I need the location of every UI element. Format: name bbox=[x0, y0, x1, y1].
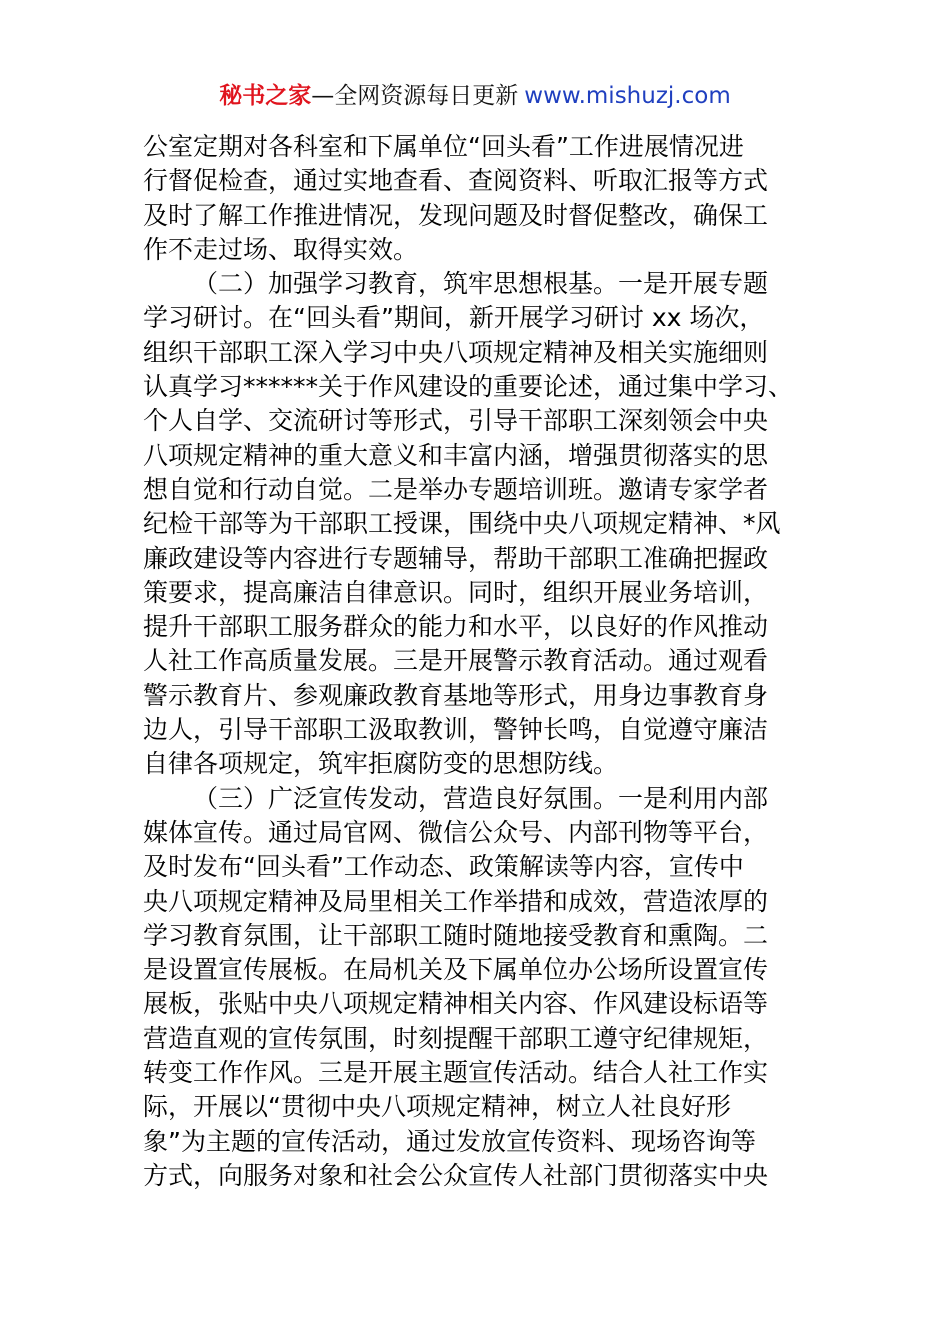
text-line: 及时了解工作推进情况，发现问题及时督促整改，确保工 bbox=[143, 200, 769, 230]
text-line: 学习教育氛围，让干部职工随时随地接受教育和熏陶。二 bbox=[143, 920, 769, 950]
brand-name: 秘书之家 bbox=[219, 83, 312, 109]
text-line: 是设置宣传展板。在局机关及下属单位办公场所设置宣传 bbox=[143, 955, 769, 985]
text-line: 行督促检查，通过实地查看、查阅资料、听取汇报等方式 bbox=[143, 166, 769, 196]
site-header bbox=[0, 80, 950, 112]
text-line: 廉政建设等内容进行专题辅导，帮助干部职工准确把握政 bbox=[143, 543, 769, 573]
paragraph-section-three bbox=[143, 782, 811, 1194]
text-line: 转变工作作风。三是开展主题宣传活动。结合人社工作实 bbox=[143, 1058, 769, 1088]
text-line: 八项规定精神的重大意义和丰富内涵，增强贯彻落实的思 bbox=[143, 440, 769, 470]
text-line: 学习研讨。在“回头看”期间，新开展学习研讨 xx 场次， bbox=[143, 303, 765, 333]
text-line: 媒体宣传。通过局官网、微信公众号、内部刊物等平台， bbox=[143, 817, 769, 847]
text-line: 展板，张贴中央八项规定精神相关内容、作风建设标语等 bbox=[143, 989, 769, 1019]
paragraph-section-two bbox=[143, 267, 811, 781]
document-body bbox=[143, 130, 811, 1193]
text-line: 央八项规定精神及局里相关工作举措和成效，营造浓厚的 bbox=[143, 886, 769, 916]
text-line: （三）广泛宣传发动，营造良好氛围。一是利用内部 bbox=[193, 783, 769, 813]
text-line: 方式，向服务对象和社会公众宣传人社部门贯彻落实中央 bbox=[143, 1160, 769, 1190]
text-line: 组织干部职工深入学习中央八项规定精神及相关实施细则 bbox=[143, 337, 769, 367]
text-line: 自律各项规定，筑牢拒腐防变的思想防线。 bbox=[143, 749, 619, 779]
site-url-link[interactable]: www.mishuzj.com bbox=[524, 83, 731, 109]
text-line: 策要求，提高廉洁自律意识。同时，组织开展业务培训， bbox=[143, 577, 769, 607]
paragraph-continuation bbox=[143, 130, 811, 267]
text-line: 及时发布“回头看”工作动态、政策解读等内容，宣传中 bbox=[143, 852, 744, 882]
text-line: 人社工作高质量发展。三是开展警示教育活动。通过观看 bbox=[143, 646, 769, 676]
text-line: （二）加强学习教育，筑牢思想根基。一是开展专题 bbox=[193, 269, 769, 299]
text-line: 警示教育片、参观廉政教育基地等形式，用身边事教育身 bbox=[143, 680, 769, 710]
text-line: 公室定期对各科室和下属单位“回头看”工作进展情况进 bbox=[143, 132, 744, 161]
text-line: 营造直观的宣传氛围，时刻提醒干部职工遵守纪律规矩， bbox=[143, 1023, 769, 1053]
text-line: 边人，引导干部职工汲取教训，警钟长鸣，自觉遵守廉洁 bbox=[143, 715, 769, 745]
text-line: 个人自学、交流研讨等形式，引导干部职工深刻领会中央 bbox=[143, 406, 769, 436]
text-line: 提升干部职工服务群众的能力和水平，以良好的作风推动 bbox=[143, 612, 769, 642]
header-tagline: —全网资源每日更新 bbox=[311, 83, 519, 109]
text-line: 想自觉和行动自觉。二是举办专题培训班。邀请专家学者 bbox=[143, 474, 769, 504]
text-line: 象”为主题的宣传活动，通过发放宣传资料、现场咨询等 bbox=[143, 1126, 756, 1156]
text-line: 认真学习******关于作风建设的重要论述，通过集中学习、 bbox=[143, 372, 794, 402]
text-line: 作不走过场、取得实效。 bbox=[143, 234, 419, 264]
text-line: 际，开展以“贯彻中央八项规定精神，树立人社良好形 bbox=[143, 1092, 731, 1122]
text-line: 纪检干部等为干部职工授课，围绕中央八项规定精神、*风 bbox=[143, 509, 781, 539]
